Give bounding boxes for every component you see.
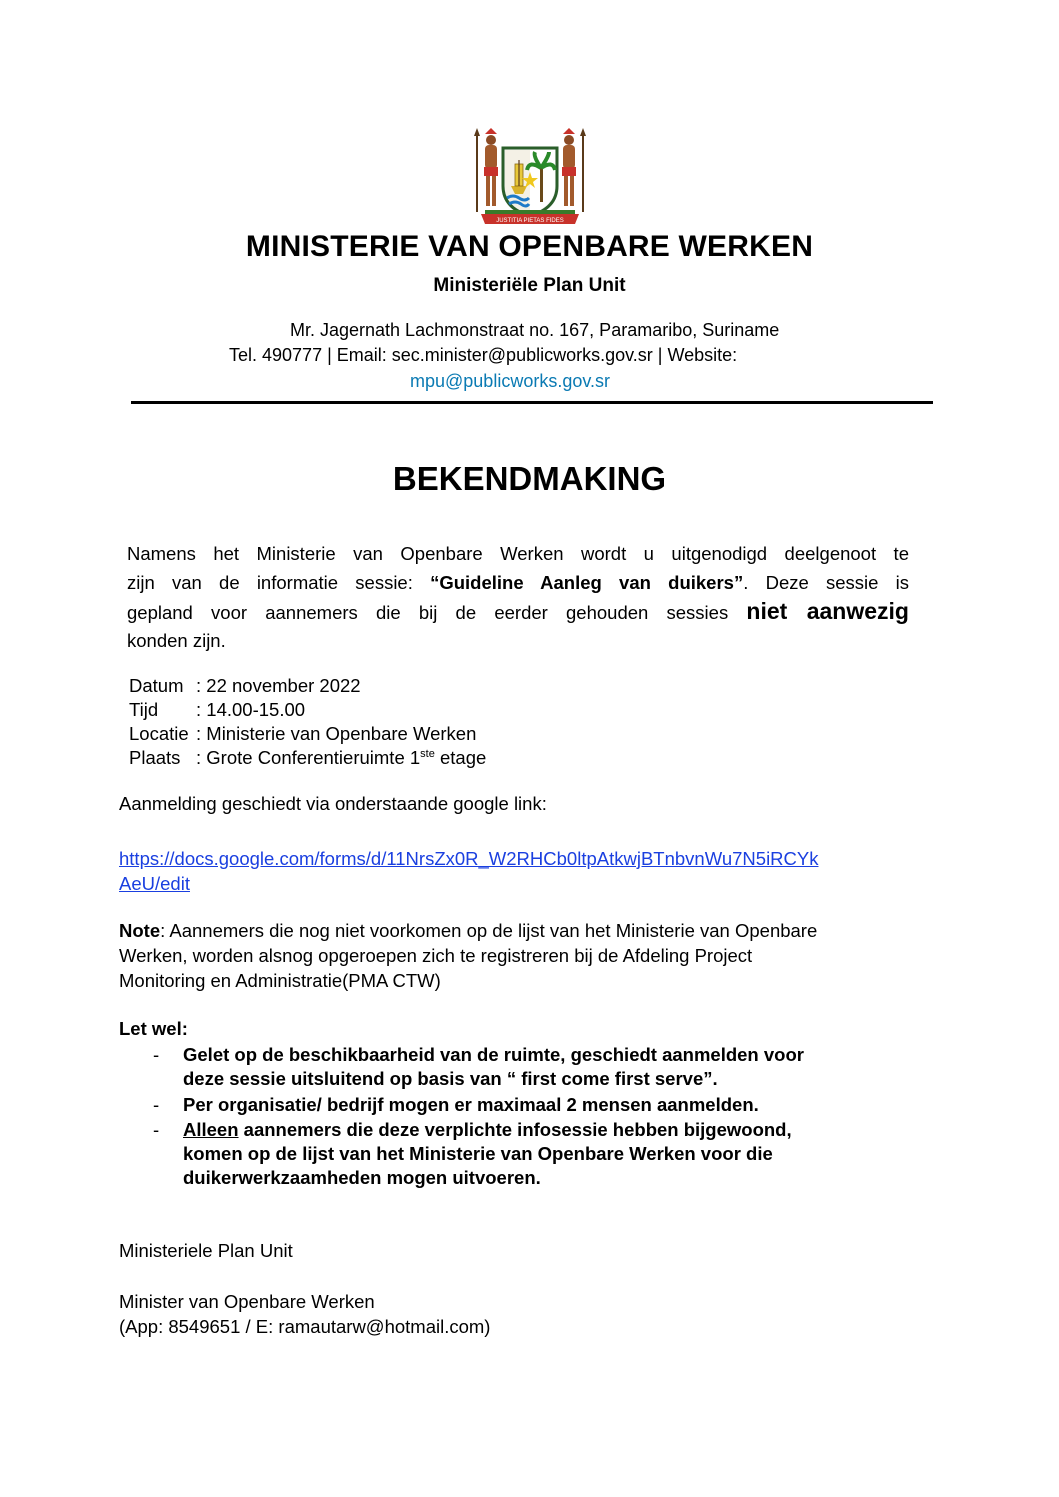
- session-details: [129, 675, 486, 771]
- bullet-item-3: - Alleen aannemers die deze verplichte infosessie hebben bijgewoond, komen op de lijst van het Ministerie van Openbare Werken voor die duikerwerkzaamheden mogen uitvoeren.: [153, 1119, 792, 1188]
- note-paragraph: Note: Aannemers die nog niet voorkomen op de lijst van het Ministerie van Openbare Werken, worden alsnog opgeroepen zich te registreren bij de Afdeling Project Monitoring en Administratie(PMA CTW): [119, 920, 818, 991]
- detail-locatie: Locatie : Ministerie van Openbare Werken: [129, 723, 477, 744]
- coat-of-arms-emblem: [463, 126, 597, 226]
- bullet-item-2: - Per organisatie/ bedrijf mogen er maximaal 2 mensen aanmelden.: [153, 1094, 759, 1115]
- website-link[interactable]: mpu@publicworks.gov.sr: [410, 371, 611, 391]
- let-wel-label: Let wel:: [119, 1018, 188, 1039]
- address-line: Mr. Jagernath Lachmonstraat no. 167, Paramaribo, Suriname: [290, 320, 780, 340]
- header-divider: [131, 401, 933, 404]
- signature-unit: Ministeriele Plan Unit: [119, 1240, 293, 1261]
- not-present-emphasis: niet aanwezig: [746, 598, 909, 624]
- signature-contact: (App: 8549651 / E: ramautarw@hotmail.com): [119, 1316, 491, 1337]
- intro-line-3: gepland voor aannemers die bij de eerder gehouden sessies niet aanwezig: [127, 598, 909, 624]
- detail-datum: Datum : 22 november 2022: [129, 675, 361, 696]
- intro-paragraph: [127, 540, 909, 656]
- signature-minister: Minister van Openbare Werken: [119, 1291, 375, 1312]
- google-form-link[interactable]: https://docs.google.com/forms/d/11NrsZx0R_W2RHCb0ltpAtkwjBTnbvnWu7N5iRCYk AeU/edit: [119, 848, 819, 894]
- ministry-title: MINISTERIE VAN OPENBARE WERKEN: [245, 230, 814, 263]
- detail-tijd: Tijd : 14.00-15.00: [129, 699, 306, 720]
- contact-line: Tel. 490777 | Email: sec.minister@publicworks.gov.sr | Website:: [229, 345, 738, 365]
- emblem-motto: JUSTITIA PIETAS FIDES: [496, 218, 564, 224]
- intro-line-2: zijn van de informatie sessie: “Guideline Aanleg van duikers”. Deze sessie is: [127, 572, 910, 593]
- note-label: Note: [119, 920, 161, 941]
- intro-line-4: konden zijn.: [127, 630, 226, 651]
- detail-plaats: Plaats : Grote Conferentieruimte 1ste etage: [129, 747, 487, 768]
- alleen-underlined: Alleen: [183, 1119, 239, 1140]
- session-title: “Guideline Aanleg van duikers”: [430, 572, 744, 593]
- intro-line-1: Namens het Ministerie van Openbare Werken wordt u uitgenodigd deelgenoot te: [127, 543, 909, 564]
- unit-subtitle: Ministeriële Plan Unit: [433, 275, 626, 296]
- signature-block: [119, 1289, 490, 1339]
- announcement-heading: BEKENDMAKING: [392, 460, 667, 497]
- bullet-item-1: - Gelet op de beschikbaarheid van de ruimte, geschiedt aanmelden voor deze sessie uitsluitend op basis van “ first come first serve”.: [153, 1044, 804, 1089]
- registration-instruction: Aanmelding geschiedt via onderstaande google link:: [119, 793, 547, 814]
